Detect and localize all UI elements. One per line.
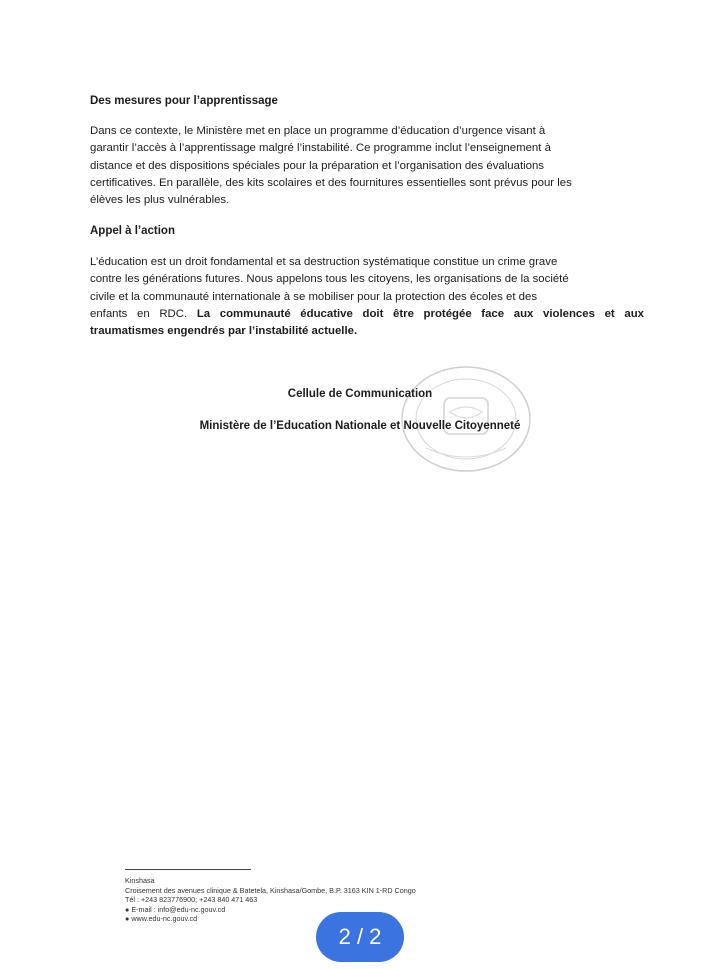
paragraph-learning-measures — [90, 123, 644, 209]
paragraph-line: garantir l’accès à l’apprentissage malgré l’instabilité. Ce programme inclut l’enseignement à — [90, 142, 551, 155]
footer-website: ● www.edu-nc.gouv.cd — [125, 914, 198, 923]
paragraph-line: élèves les plus vulnérables. — [90, 194, 230, 207]
paragraph-text: enfants en RDC. — [90, 307, 188, 320]
paragraph-line: certificatives. En parallèle, des kits scolaires et des fournitures essentielles sont prévus pour les — [90, 176, 572, 189]
section-heading-call-to-action: Appel à l’action — [90, 225, 175, 237]
paragraph-line: civile et la communauté internationale à se mobiliser pour la protection des écoles et des — [90, 290, 538, 303]
paragraph-line: contre les générations futures. Nous appelons tous les citoyens, les organisations de la société — [90, 273, 569, 286]
signature-unit: Cellule de Communication — [287, 388, 433, 400]
paragraph-line — [90, 306, 644, 323]
paragraph-line: L’éducation est un droit fondamental et sa destruction systématique constitue un crime grave — [90, 256, 558, 268]
footer-address: Croisement des avenues clinique & Batetela, Kinshasa/Gombe, B.P. 3163 KIN 1-RD Congo — [125, 885, 416, 895]
footer-email: ● E-mail : info@edu-nc.gouv.cd — [125, 904, 226, 914]
section-heading-learning-measures: Des mesures pour l’apprentissage — [90, 95, 278, 107]
page-indicator[interactable]: 2 / 2 — [316, 912, 404, 962]
paragraph-line: distance et des dispositions spéciales pour la préparation et l’organisation des évaluations — [90, 159, 545, 172]
paragraph-line: Dans ce contexte, le Ministère met en place un programme d’éducation d’urgence visant à — [90, 125, 546, 137]
emphasis-text: traumatismes engendrés par l’instabilité actuelle. — [90, 325, 358, 338]
paragraph-call-to-action — [90, 254, 644, 340]
signature-ministry: Ministère de l’Education Nationale et Nouvelle Citoyenneté — [199, 420, 521, 432]
footer-phone: Tél : +243 823776900; +243 840 471 463 — [125, 895, 258, 904]
footer-contact — [125, 876, 455, 924]
footer-city: Kinshasa — [125, 876, 155, 885]
emphasis-text: La communauté éducative doit être protégée face aux violences et aux — [196, 307, 644, 320]
footer-divider — [125, 869, 251, 870]
